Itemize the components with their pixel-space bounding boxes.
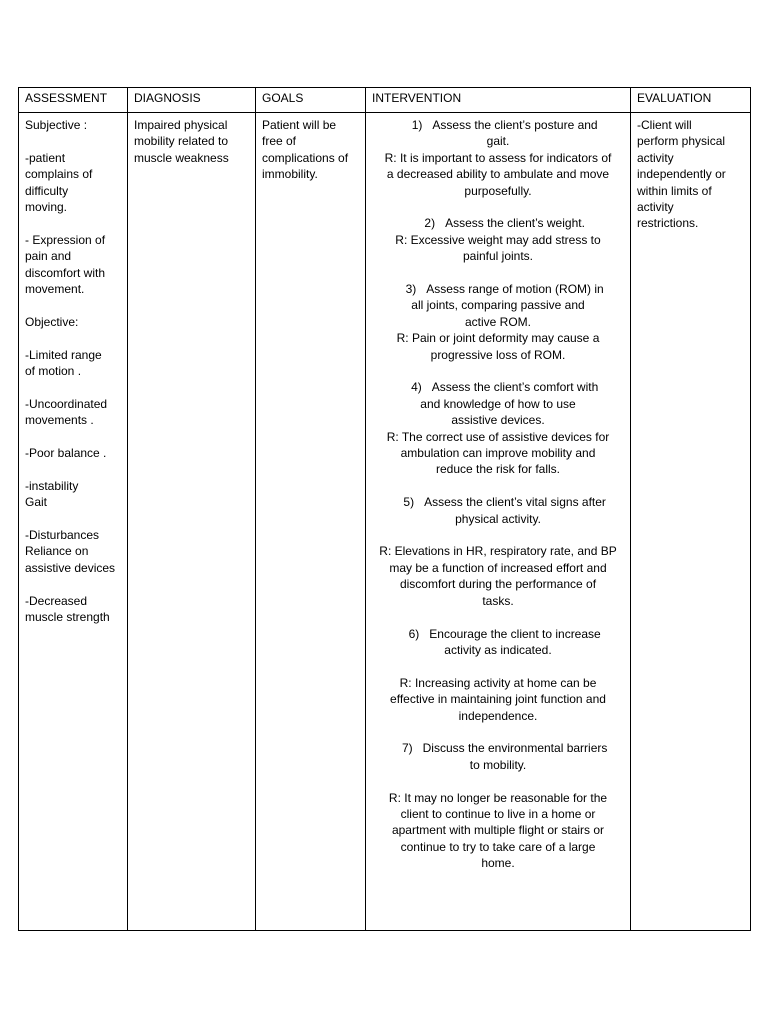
nursing-care-plan-table bbox=[18, 87, 751, 931]
assessment-cell bbox=[19, 113, 128, 931]
intervention-number: 5) bbox=[403, 495, 415, 510]
objective-item: -Poor balance . bbox=[25, 446, 107, 461]
intervention-item bbox=[372, 379, 624, 477]
header-row bbox=[19, 88, 751, 113]
header-diagnosis: DIAGNOSIS bbox=[128, 88, 256, 113]
intervention-step bbox=[372, 626, 624, 659]
subjective-label: Subjective : bbox=[25, 118, 88, 132]
objective-item: -Disturbances Reliance on assistive devices bbox=[25, 528, 116, 575]
subjective-item: - Expression of pain and discomfort with movement. bbox=[25, 232, 106, 297]
intervention-step-text: Encourage the client to increase activity as indicated. bbox=[429, 626, 601, 657]
objective-label: Objective: bbox=[25, 314, 79, 329]
header-goals: GOALS bbox=[256, 88, 366, 113]
subjective-list bbox=[25, 150, 121, 298]
evaluation-text: -Client will perform physical activity independently or within limits of activity restrictions. bbox=[637, 118, 726, 231]
intervention-step-text: Assess the client’s comfort with and knowledge of how to use assistive devices. bbox=[420, 380, 599, 428]
objective-item: -Decreased muscle strength bbox=[25, 593, 110, 625]
intervention-number: 6) bbox=[408, 626, 420, 641]
intervention-number: 2) bbox=[424, 216, 436, 231]
evaluation-cell bbox=[631, 113, 751, 931]
intervention-step bbox=[372, 117, 624, 150]
intervention-step bbox=[372, 215, 624, 231]
objective-item: -Uncoordinated movements . bbox=[25, 396, 108, 428]
intervention-cell bbox=[366, 113, 631, 931]
spacer bbox=[372, 527, 624, 543]
spacer bbox=[372, 658, 624, 674]
header-intervention: INTERVENTION bbox=[366, 88, 631, 113]
body-row bbox=[19, 113, 751, 931]
intervention-rationale: R: It may no longer be reasonable for the client to continue to live in a home or apartment with multiple flight or stairs or continue to try to take care of a large home. bbox=[388, 790, 608, 871]
intervention-step-text: Assess the client’s posture and gait. bbox=[432, 118, 598, 149]
objective-item: -instability Gait bbox=[25, 478, 79, 510]
goals-cell bbox=[256, 113, 366, 931]
intervention-number: 4) bbox=[411, 380, 422, 395]
intervention-rationale: R: Pain or joint deformity may cause a progressive loss of ROM. bbox=[396, 331, 600, 362]
intervention-item bbox=[372, 117, 624, 199]
intervention-step-text: Assess range of motion (ROM) in all joints, comparing passive and active ROM. bbox=[411, 282, 604, 329]
intervention-step bbox=[372, 494, 624, 527]
intervention-rationale: R: The correct use of assistive devices for ambulation can improve mobility and reduce the risk for falls. bbox=[386, 429, 610, 477]
intervention-step bbox=[372, 281, 624, 330]
objective-item: -Limited range of motion . bbox=[25, 347, 102, 379]
intervention-item bbox=[372, 281, 624, 363]
intervention-step-text: Assess the client’s weight. bbox=[445, 216, 585, 231]
diagnosis-text: Impaired physical mobility related to muscle weakness bbox=[134, 118, 229, 165]
intervention-rationale: R: Elevations in HR, respiratory rate, and BP may be a function of increased effort and discomfort during the performance of tasks. bbox=[379, 544, 617, 608]
intervention-item bbox=[372, 494, 624, 609]
diagnosis-cell bbox=[128, 113, 256, 931]
intervention-rationale: R: Increasing activity at home can be effective in maintaining joint function and independence. bbox=[390, 675, 606, 723]
intervention-step-text: Discuss the environmental barriers to mobility. bbox=[422, 741, 608, 772]
spacer bbox=[372, 773, 624, 789]
header-assessment: ASSESSMENT bbox=[19, 88, 128, 113]
intervention-number: 3) bbox=[405, 282, 417, 297]
intervention-list bbox=[372, 117, 624, 872]
subjective-item: -patient complains of difficulty moving. bbox=[25, 150, 93, 215]
intervention-item bbox=[372, 215, 624, 264]
intervention-step bbox=[372, 740, 624, 773]
intervention-item bbox=[372, 740, 624, 871]
intervention-item bbox=[372, 626, 624, 724]
intervention-step bbox=[372, 379, 624, 428]
intervention-number: 1) bbox=[411, 118, 423, 132]
intervention-number: 7) bbox=[401, 741, 413, 756]
objective-list bbox=[25, 347, 121, 626]
header-evaluation: EVALUATION bbox=[631, 88, 751, 113]
intervention-rationale: R: It is important to assess for indicators of a decreased ability to ambulate and move purposefully. bbox=[384, 150, 612, 198]
intervention-rationale: R: Excessive weight may add stress to painful joints. bbox=[395, 232, 601, 264]
intervention-step-text: Assess the client’s vital signs after physical activity. bbox=[424, 495, 606, 526]
goals-text: Patient will be free of complications of immobility. bbox=[262, 118, 349, 182]
